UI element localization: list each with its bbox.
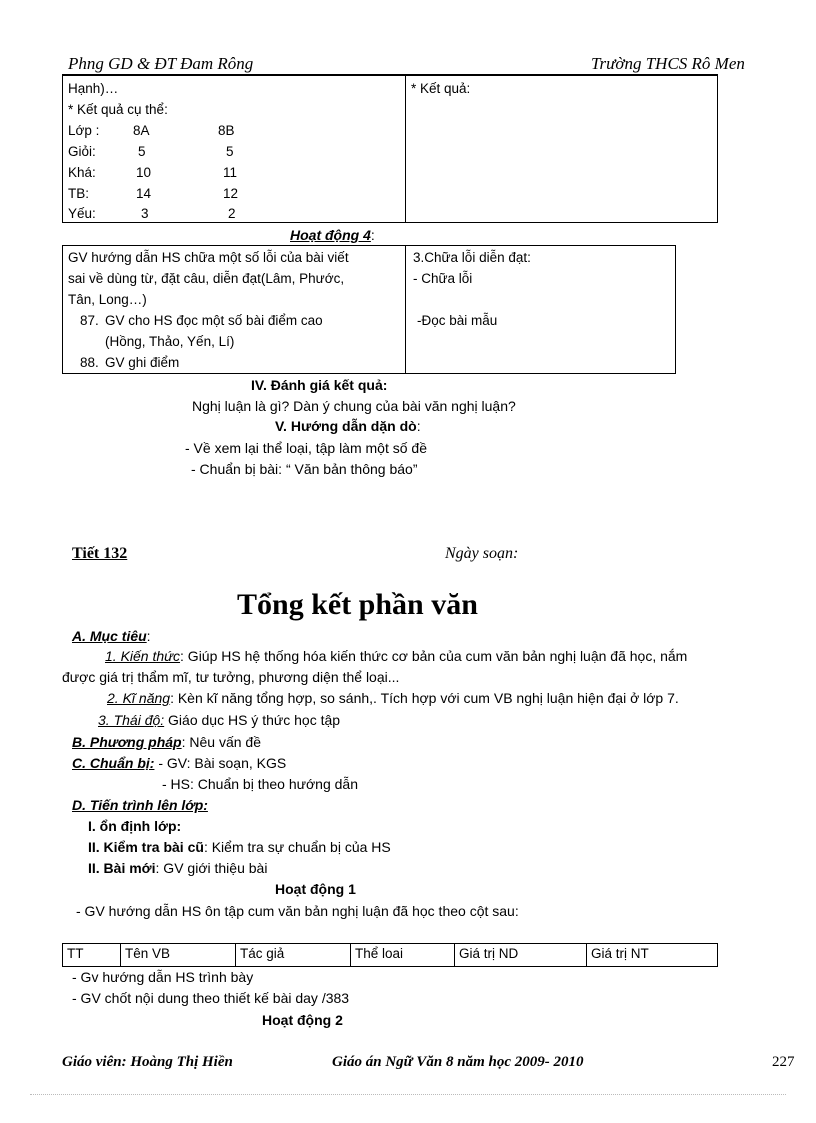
- objective-attitude: 3. Thái độ: Giáo dục HS ý thức học tập: [98, 712, 341, 728]
- step-2: II. Kiểm tra bài cũ: Kiểm tra sự chuẩn bị của HS: [88, 839, 391, 855]
- table-header-cell: Tác giả: [236, 944, 351, 966]
- section4-text: Nghị luận là gì? Dàn ý chung của bài văn nghị luận?: [192, 398, 516, 414]
- footer-plan: Giáo án Ngữ Văn 8 năm học 2009- 2010: [332, 1054, 584, 1070]
- results-right-label: * Kết quả:: [411, 81, 471, 96]
- activity2-heading: Hoạt động 2: [262, 1012, 343, 1028]
- item88-text: GV ghi điểm: [105, 355, 180, 370]
- results-table: [62, 75, 718, 223]
- step-1: I. ổn định lớp:: [88, 818, 182, 834]
- after-table-line-1: - Gv hướng dẫn HS trình bày: [72, 969, 254, 985]
- activity4-table-divider: [405, 246, 406, 373]
- activity4-table: [62, 245, 676, 374]
- table-header-cell: Tên VB: [121, 944, 236, 966]
- page-edge-divider: [30, 1094, 786, 1095]
- results-line-2: * Kết quả cụ thể:: [68, 102, 168, 117]
- header-right: Trường THCS Rô Men: [591, 54, 745, 73]
- table-header-cell: Giá trị ND: [455, 944, 587, 966]
- activity4-line-1: GV hướng dẫn HS chữa một số lỗi của bài viết: [68, 250, 349, 265]
- header-left: Phng GD & ĐT Đam Rông: [68, 54, 254, 73]
- section-a-heading: A. Mục tiêu:: [72, 628, 151, 644]
- results-row-8b: 12: [223, 186, 239, 201]
- objective-knowledge: 1. Kiến thức: Giúp HS hệ thống hóa kiến thức cơ bản của cum văn bản nghị luận đã học, nắm: [105, 648, 688, 664]
- lesson-number: Tiết 132: [72, 545, 128, 562]
- section-d-heading: D. Tiến trình lên lớp:: [72, 797, 208, 813]
- results-header-label: Lớp :: [68, 123, 100, 138]
- objective-knowledge-cont: được giá trị thẩm mĩ, tư tưởng, phương diện thể loại...: [62, 669, 400, 685]
- section-c-hs: - HS: Chuẩn bị theo hướng dẫn: [162, 776, 359, 792]
- page-title: Tổng kết phần văn: [237, 588, 478, 621]
- section5-line-1: - Về xem lại thể loại, tập làm một số đề: [185, 440, 427, 456]
- activity4-right-3: -Đọc bài mẫu: [417, 313, 498, 328]
- after-table-line-2: - GV chốt nội dung theo thiết kế bài day /383: [72, 990, 350, 1006]
- table-header-cell: TT: [63, 944, 121, 966]
- results-table-divider: [405, 76, 406, 222]
- results-row-8a: 3: [141, 206, 149, 221]
- item88-number: 88.: [80, 355, 99, 370]
- table-header-cell: Thể loai: [351, 944, 455, 966]
- lesson-date-label: Ngày soạn:: [445, 545, 519, 562]
- results-row-8b: 11: [223, 165, 238, 180]
- activity4-line-3: Tân, Long…): [68, 292, 147, 307]
- page-number: 227: [772, 1054, 795, 1070]
- activity1-text: - GV hướng dẫn HS ôn tập cum văn bản nghị luận đã học theo cột sau:: [76, 903, 519, 919]
- results-row-label: Khá:: [68, 165, 96, 180]
- table-header-cell: Giá trị NT: [591, 946, 649, 961]
- results-row-8a: 5: [138, 144, 146, 159]
- objective-skills: 2. Kĩ năng: Kèn kĩ năng tổng hợp, so sánh,. Tích hợp với cum VB nghị luận hiện đại ở lớp 7.: [107, 690, 679, 706]
- section5-heading: V. Hướng dẫn dặn dò:: [275, 418, 421, 434]
- activity4-heading: Hoạt động 4:: [290, 227, 375, 243]
- results-row-label: TB:: [68, 186, 90, 201]
- results-line-1: Hạnh)…: [68, 81, 119, 96]
- activity4-right-2: - Chữa lỗi: [413, 271, 473, 286]
- section4-heading: IV. Đánh giá kết quả:: [251, 377, 388, 393]
- summary-table: [62, 943, 718, 967]
- activity4-line-2: sai về dùng từ, đặt câu, diễn đạt(Lâm, Phước,: [68, 271, 345, 286]
- activity1-heading: Hoạt động 1: [275, 881, 356, 897]
- results-header-8b: 8B: [218, 123, 235, 138]
- item87-line-1: GV cho HS đọc một số bài điểm cao: [105, 313, 323, 328]
- footer-teacher: Giáo viên: Hoàng Thị Hiền: [62, 1054, 233, 1070]
- section-c: C. Chuẩn bị: - GV: Bài soạn, KGS: [72, 755, 287, 771]
- section5-line-2: - Chuẩn bị bài: “ Văn bản thông báo”: [191, 461, 418, 477]
- section-b: B. Phương pháp: Nêu vấn đề: [72, 734, 261, 750]
- step-3: II. Bài mới: GV giới thiệu bài: [88, 860, 268, 876]
- results-row-label: Giỏi:: [68, 144, 96, 159]
- item87-line-2: (Hồng, Thảo, Yến, Lí): [105, 334, 235, 349]
- item87-number: 87.: [80, 313, 99, 328]
- activity4-right-1: 3.Chữa lỗi diễn đạt:: [413, 250, 531, 265]
- results-row-label: Yếu:: [68, 206, 96, 221]
- results-row-8a: 10: [136, 165, 152, 180]
- results-row-8b: 5: [226, 144, 234, 159]
- results-header-8a: 8A: [133, 123, 150, 138]
- results-row-8a: 14: [136, 186, 152, 201]
- results-row-8b: 2: [228, 206, 236, 221]
